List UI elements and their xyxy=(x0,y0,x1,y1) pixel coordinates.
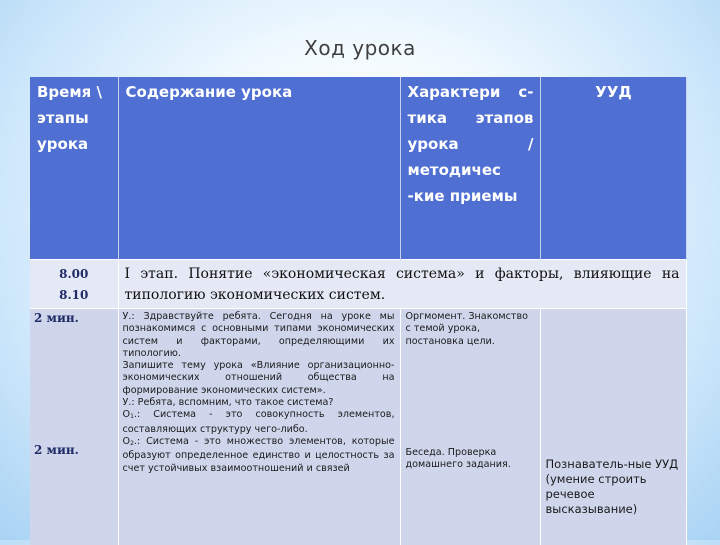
stage-time-start: 8.00 xyxy=(30,264,118,285)
header-stage-characteristics: Характери с-тика этапов урока / методичес -кие приемы xyxy=(400,77,540,260)
header-uud: УУД xyxy=(540,77,686,260)
content-paragraph: $О_1$.: Система - это совокупность элементов, составляющих структуру чего-либо. xyxy=(123,409,395,436)
stage-time-cell xyxy=(30,260,118,309)
uud-text: Познаватель-ные УУД (умение строить речевое высказывание) xyxy=(546,457,682,517)
content-paragraph: Запишите тему урока «Влияние организационно-экономических отношений общества на формирование экономических систем». xyxy=(123,360,395,397)
stage-title-cell xyxy=(118,260,686,309)
stage-time-end: 8.10 xyxy=(30,285,118,306)
table-row xyxy=(30,309,686,545)
stage-row xyxy=(30,260,686,309)
header-lesson-content: Содержание урока xyxy=(118,77,400,260)
row-time-b: 2 мин. xyxy=(34,443,79,457)
table-header-row xyxy=(30,77,686,260)
content-paragraph: У.: Здравствуйте ребята. Сегодня на уроке мы познакомимся с основными типами экономических систем и факторами, определяющими их типологию. xyxy=(123,311,395,360)
slide-title: Ход урока xyxy=(0,36,720,60)
header-time-stages: Время \ этапы урока xyxy=(30,77,118,260)
content-paragraph: У.: Ребята, вспомним, что такое система? xyxy=(123,397,395,409)
row-content-cell xyxy=(118,309,400,545)
row-uud-cell xyxy=(540,309,686,545)
row-time-cell xyxy=(30,309,118,545)
row-time-a: 2 мин. xyxy=(34,311,79,325)
method-orgmoment: Оргмомент. Знакомство с темой урока, постановка цели. xyxy=(406,311,536,348)
row-method-cell xyxy=(400,309,540,545)
stage-title: I этап. Понятие «экономическая система» и факторы, влияющие на типологию экономических систем. xyxy=(119,260,686,306)
method-conversation: Беседа. Проверка домашнего задания. xyxy=(406,447,536,472)
lesson-table xyxy=(30,77,687,545)
content-paragraph: $О_2$.: Система - это множество элементов, которые образуют определенное единство и целостность за счет устойчивых взаимоотношений и связей xyxy=(123,436,395,475)
